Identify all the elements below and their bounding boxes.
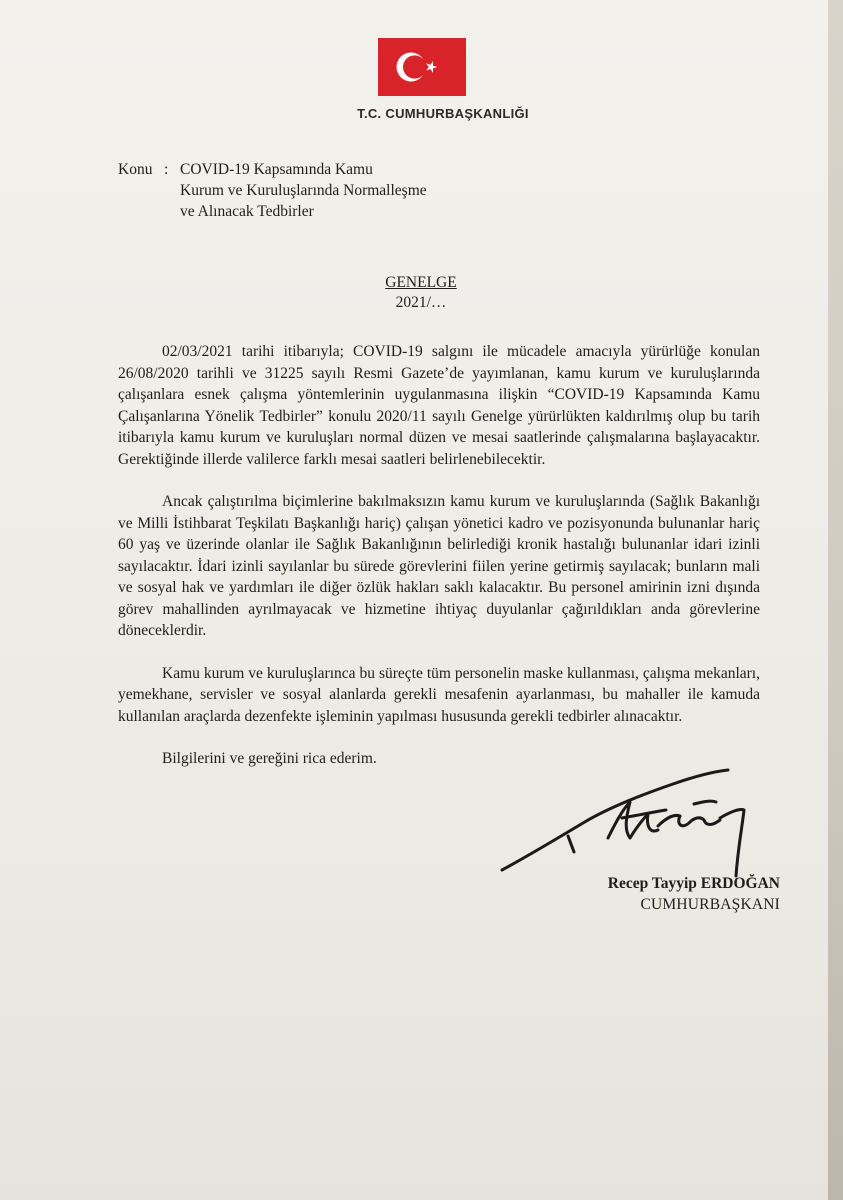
body-paragraph: Kamu kurum ve kuruluşlarınca bu süreçte tüm personelin maske kullanması, çalışma mekanları, yemekhane, servisler ve sosyal alanlarda gerekli mesafenin ayarlanması, bu mahaller ile kamuda kullanılan araçlarda dezenfekte işleminin yapılması hususunda gerekli tedbirler alınacaktır. [118, 664, 760, 725]
signer-block [520, 873, 780, 915]
presidency-heading: T.C. CUMHURBAŞKANLIĞI [357, 106, 529, 121]
subject-separator: : [164, 161, 169, 178]
closing-line: Bilgilerini ve gereğini rica ederim. [162, 750, 377, 767]
subject-line: Kurum ve Kuruluşlarında Normalleşme [180, 182, 427, 199]
subject-label: Konu [118, 161, 153, 178]
page-edge [828, 0, 843, 1200]
document-type: GENELGE [385, 274, 457, 291]
handwritten-signature [498, 768, 748, 878]
turkish-flag-icon [378, 38, 466, 96]
subject-line: COVID-19 Kapsamında Kamu [180, 161, 373, 178]
body-paragraph: 02/03/2021 tarihi itibarıyla; COVID-19 salgını ile mücadele amacıyla yürürlüğe konulan 26/08/2020 tarihli ve 31225 sayılı Resmi Gazete’de yayımlanan, kamu kurum ve kuruluşlarında çalışanlara esnek çalışma yöntemlerinin uygulanmasına ilişkin “COVID-19 Kapsamında Kamu Çalışanlarına Yönelik Tedbirler” konulu 2020/11 sayılı Genelge yürürlükten kaldırılmış olup bu tarih itibarıyla kamu kurum ve kuruluşları normal düzen ve mesai saatlerinde çalışmalarına başlayacaktır. Gerektiğinde illerde valilerce farklı mesai saatleri belirlenebilecektir. [118, 343, 760, 468]
letter-body [118, 341, 760, 770]
circular-heading [321, 273, 521, 313]
subject-text [180, 159, 660, 222]
body-paragraph: Ancak çalıştırılma biçimlerine bakılmaksızın kamu kurum ve kuruluşlarında (Sağlık Bakanlığı ve Milli İstihbarat Teşkilatı Başkanlığı hariç) çalışan yönetici kadro ve pozisyonunda bulunanlar hariç 60 yaş ve üzerinde olanlar ile Sağlık Bakanlığının belirlediği kronik hastalığı bulunanlar idari izinli sayılacaktır. İdari izinli sayılanlar bu sürede görevlerini fiilen yerine getirmiş sayılacak; bunların mali ve sosyal hak ve yardımları ile diğer özlük hakları saklı kalacaktır. Bu personel amirinin izni dışında görev mahallinden ayrılmayacak ve hizmetine ihtiyaç duyulanlar çağırıldıkları anda görevlerine döneceklerdir. [118, 493, 760, 639]
document-number: 2021/… [395, 294, 447, 311]
signer-name: Recep Tayyip ERDOĞAN [607, 875, 780, 892]
signer-title: CUMHURBAŞKANI [640, 896, 780, 913]
subject-line: ve Alınacak Tedbirler [180, 203, 314, 220]
